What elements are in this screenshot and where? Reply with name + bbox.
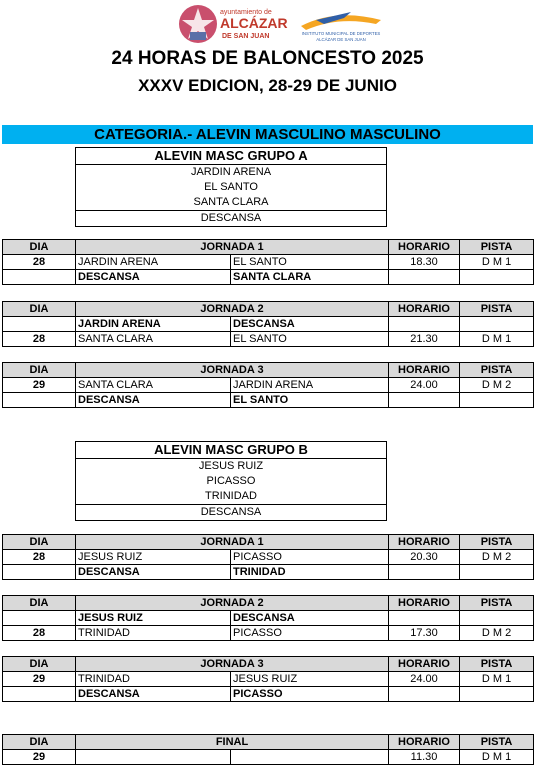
- match-away: DESCANSA: [231, 611, 389, 626]
- header-logos: [0, 2, 535, 46]
- table-row: [3, 255, 534, 270]
- match-pista: [460, 611, 534, 626]
- table-row: [3, 611, 534, 626]
- match-horario: 17.30: [389, 626, 460, 641]
- group-team: JESUS RUIZ: [198, 460, 264, 472]
- header-horario: HORARIO: [389, 657, 460, 672]
- group-team: PICASSO: [206, 475, 256, 487]
- match-horario: [389, 565, 460, 580]
- logo-right-line1: INSTITUTO MUNICIPAL DE DEPORTES: [301, 31, 381, 36]
- match-dia: [3, 393, 76, 408]
- table-row: [3, 565, 534, 580]
- match-home: DESCANSA: [76, 565, 231, 580]
- match-horario: 24.00: [389, 672, 460, 687]
- group-title: ALEVIN MASC GRUPO A: [76, 148, 386, 165]
- header-horario: HORARIO: [389, 535, 460, 550]
- match-dia: 28: [3, 626, 76, 641]
- group-team: SANTA CLARA: [193, 196, 269, 208]
- match-horario: 21.30: [389, 332, 460, 347]
- group-team: JARDIN ARENA: [190, 166, 272, 178]
- match-horario: [389, 270, 460, 285]
- header-pista: PISTA: [460, 735, 534, 750]
- group-team: TRINIDAD: [205, 490, 257, 502]
- match-dia: [3, 611, 76, 626]
- match-away: JARDIN ARENA: [231, 378, 389, 393]
- match-away: DESCANSA: [231, 317, 389, 332]
- instituto-deportes-logo: [296, 6, 386, 44]
- logo-left-line1: ayuntamiento de: [220, 9, 272, 16]
- header-dia: DIA: [3, 596, 76, 611]
- header-dia: DIA: [3, 735, 76, 750]
- match-pista: [460, 565, 534, 580]
- header-pista: PISTA: [460, 596, 534, 611]
- table-row: [3, 550, 534, 565]
- jornada-table: [2, 301, 534, 347]
- match-home: SANTA CLARA: [76, 378, 231, 393]
- match-away: TRINIDAD: [231, 565, 389, 580]
- jornada-title: JORNADA 1: [76, 535, 389, 550]
- final-title: FINAL: [76, 735, 389, 750]
- final-dia: 29: [3, 750, 76, 765]
- match-horario: [389, 611, 460, 626]
- match-pista: D M 2: [460, 550, 534, 565]
- header-horario: HORARIO: [389, 596, 460, 611]
- match-home: JARDIN ARENA: [76, 317, 231, 332]
- match-pista: D M 2: [460, 378, 534, 393]
- match-pista: D M 1: [460, 672, 534, 687]
- match-away: SANTA CLARA: [231, 270, 389, 285]
- group-title: ALEVIN MASC GRUPO B: [76, 442, 386, 459]
- match-away: EL SANTO: [231, 332, 389, 347]
- group-team-descansa: DESCANSA: [75, 504, 387, 521]
- table-row: [3, 378, 534, 393]
- header-horario: HORARIO: [389, 240, 460, 255]
- logo-right-line2: ALCÁZAR DE SAN JUAN: [316, 37, 366, 42]
- match-dia: [3, 270, 76, 285]
- match-home: JARDIN ARENA: [76, 255, 231, 270]
- match-away: EL SANTO: [231, 255, 389, 270]
- jornada-title: JORNADA 2: [76, 302, 389, 317]
- logo-left-line2: ALCÁZAR: [220, 15, 288, 31]
- table-row: [3, 672, 534, 687]
- logo-left-line3: DE SAN JUAN: [222, 33, 270, 40]
- match-horario: 18.30: [389, 255, 460, 270]
- jornada-title: JORNADA 1: [76, 240, 389, 255]
- table-row: [3, 317, 534, 332]
- match-horario: 24.00: [389, 378, 460, 393]
- final-table: [2, 734, 534, 765]
- group-team-descansa: DESCANSA: [75, 210, 387, 227]
- header-pista: PISTA: [460, 302, 534, 317]
- group-b-box: [75, 441, 387, 521]
- match-dia: 28: [3, 550, 76, 565]
- match-away: PICASSO: [231, 550, 389, 565]
- match-dia: [3, 687, 76, 702]
- table-row: [3, 750, 534, 765]
- header-pista: PISTA: [460, 657, 534, 672]
- match-home: JESUS RUIZ: [76, 550, 231, 565]
- match-home: TRINIDAD: [76, 626, 231, 641]
- final-home: [76, 750, 231, 765]
- match-horario: [389, 687, 460, 702]
- match-pista: D M 1: [460, 332, 534, 347]
- match-dia: [3, 565, 76, 580]
- match-dia: 28: [3, 332, 76, 347]
- match-pista: [460, 393, 534, 408]
- ayuntamiento-logo: [178, 2, 293, 46]
- header-horario: HORARIO: [389, 302, 460, 317]
- match-home: DESCANSA: [76, 393, 231, 408]
- match-pista: D M 2: [460, 626, 534, 641]
- table-row: [3, 393, 534, 408]
- match-dia: 29: [3, 378, 76, 393]
- final-horario: 11.30: [389, 750, 460, 765]
- page-title: 24 HORAS DE BALONCESTO 2025: [111, 48, 424, 69]
- header-pista: PISTA: [460, 240, 534, 255]
- match-horario: 20.30: [389, 550, 460, 565]
- match-pista: D M 1: [460, 255, 534, 270]
- jornada-title: JORNADA 3: [76, 363, 389, 378]
- match-dia: 28: [3, 255, 76, 270]
- jornada-table: [2, 362, 534, 408]
- match-home: SANTA CLARA: [76, 332, 231, 347]
- match-away: JESUS RUIZ: [231, 672, 389, 687]
- group-a-box: [75, 147, 387, 227]
- match-horario: [389, 393, 460, 408]
- jornada-table: [2, 656, 534, 702]
- final-pista: D M 1: [460, 750, 534, 765]
- header-dia: DIA: [3, 363, 76, 378]
- header-dia: DIA: [3, 657, 76, 672]
- table-row: [3, 332, 534, 347]
- final-away: [231, 750, 389, 765]
- jornada-table: [2, 595, 534, 641]
- jornada-title: JORNADA 3: [76, 657, 389, 672]
- match-dia: 29: [3, 672, 76, 687]
- jornada-table: [2, 534, 534, 580]
- header-pista: PISTA: [460, 363, 534, 378]
- jornada-title: JORNADA 2: [76, 596, 389, 611]
- match-away: PICASSO: [231, 626, 389, 641]
- page-subtitle: XXXV EDICION, 28-29 DE JUNIO: [138, 76, 397, 95]
- match-home: JESUS RUIZ: [76, 611, 231, 626]
- group-team: EL SANTO: [204, 181, 258, 193]
- table-row: [3, 687, 534, 702]
- match-pista: [460, 270, 534, 285]
- table-row: [3, 270, 534, 285]
- match-pista: [460, 317, 534, 332]
- table-row: [3, 626, 534, 641]
- header-dia: DIA: [3, 240, 76, 255]
- header-dia: DIA: [3, 302, 76, 317]
- match-pista: [460, 687, 534, 702]
- header-horario: HORARIO: [389, 735, 460, 750]
- match-home: TRINIDAD: [76, 672, 231, 687]
- match-away: EL SANTO: [231, 393, 389, 408]
- match-home: DESCANSA: [76, 687, 231, 702]
- match-away: PICASSO: [231, 687, 389, 702]
- header-pista: PISTA: [460, 535, 534, 550]
- jornada-table: [2, 239, 534, 285]
- category-banner: CATEGORIA.- ALEVIN MASCULINO MASCULINO: [2, 125, 533, 144]
- match-dia: [3, 317, 76, 332]
- match-horario: [389, 317, 460, 332]
- header-horario: HORARIO: [389, 363, 460, 378]
- header-dia: DIA: [3, 535, 76, 550]
- match-home: DESCANSA: [76, 270, 231, 285]
